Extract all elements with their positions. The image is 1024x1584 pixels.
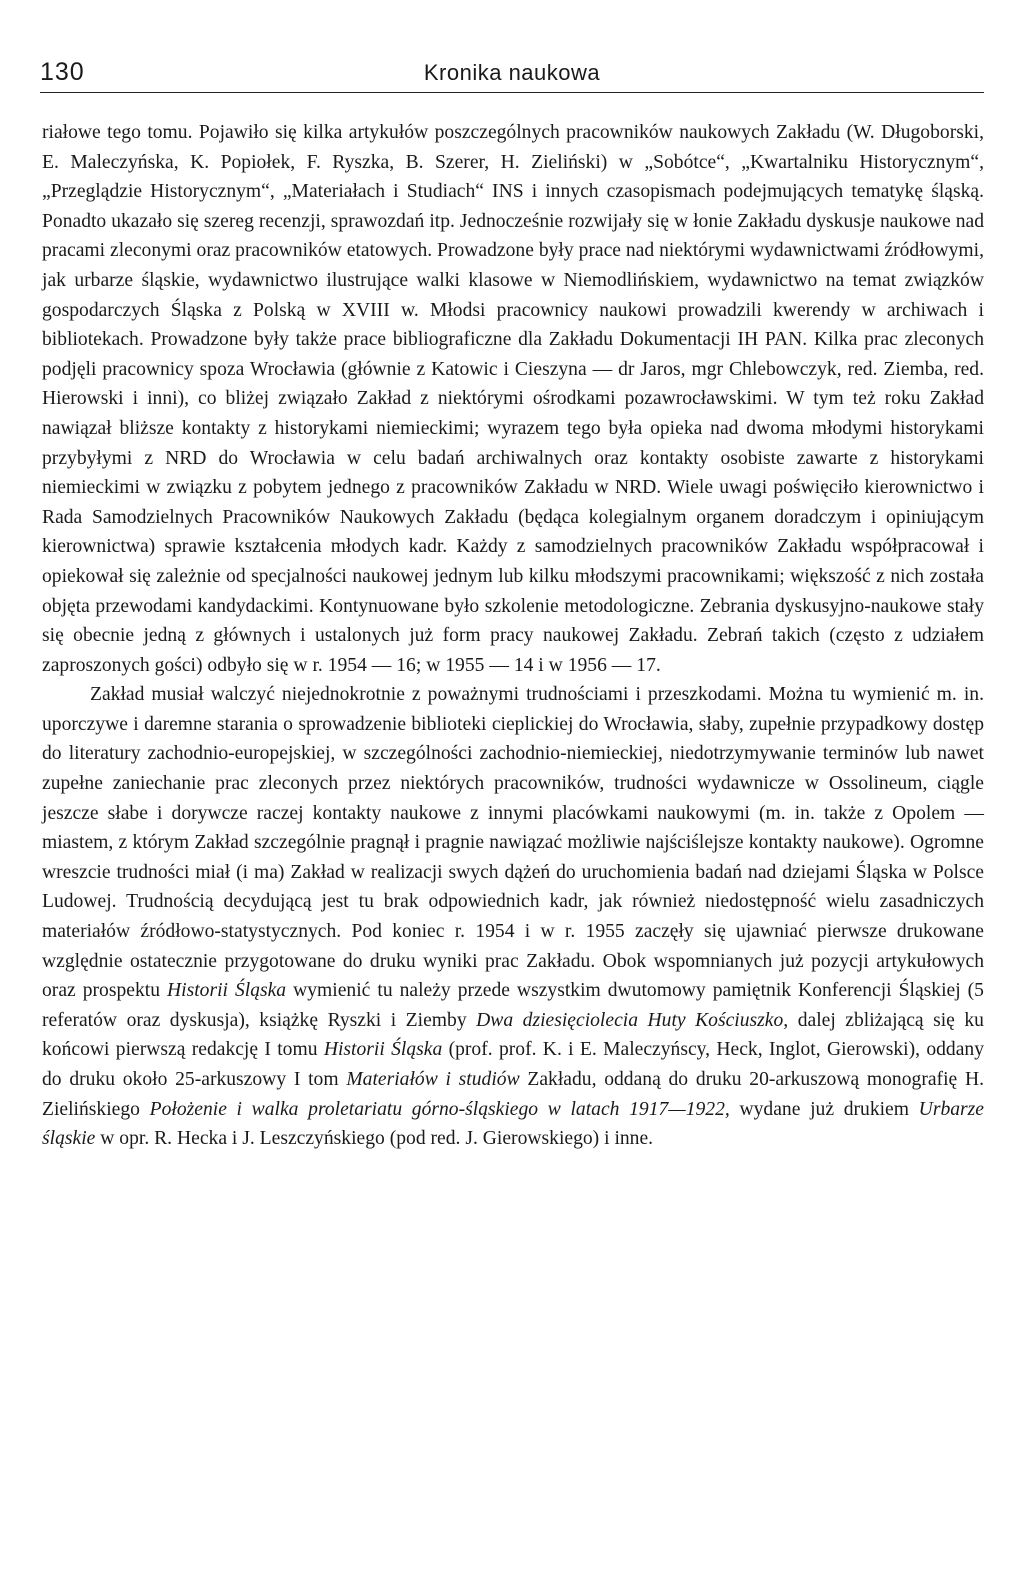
paragraph-2-text: Zakładu, oddaną do druku 20-arkuszową monografię H. Zielińskiego — [42, 1069, 984, 1120]
paragraph-1: riałowe tego tomu. Pojawiło się kilka artykułów poszczególnych pracowników naukowych Zakładu (W. Długoborski, E. Maleczyńska, K. Popiołek, F. Ryszka, B. Szerer, H. Zieliński) w „Sobótce“, „Kwartalniku Historycznym“, „Przeglądzie Historycznym“, „Materiałach i Studiach“ INS i innych czasopismach podejmujących tematykę śląską. Ponadto ukazało się szereg recenzji, sprawozdań itp. Jednocześnie rozwijały się w łonie Zakładu dyskusje naukowe nad pracami zleconymi oraz pracowników etatowych. Prowadzone były prace nad niektórymi wydawnictwami źródłowymi, jak urbarze śląskie, wydawnictwo ilustrujące walki klasowe w Niemodlińskiem, wydawnictwo na temat związków gospodarczych Śląska z Polską w XVIII w. Młodsi pracownicy naukowi prowadzili kwerendy w archiwach i bibliotekach. Prowadzone były także prace bibliograficzne dla Zakładu Dokumentacji IH PAN. Kilka prac zleconych podjęli pracownicy spoza Wrocławia (głównie z Katowic i Cieszyna — dr Jaros, mgr Chlebowczyk, red. Ziemba, red. Hierowski i inni), co bliżej związało Zakład z niektórymi ośrodkami pozawrocławskimi. W tym też roku Zakład nawiązał bliższe kontakty z historykami niemieckimi; wyrazem tego była opieka nad dwoma młodymi historykami przybyłymi z NRD do Wrocławia w celu badań archiwalnych oraz kontakty osobiste zawarte z historykami niemieckimi w związku z pobytem jednego z pracowników Zakładu w NRD. Wiele uwagi poświęciło kierownictwo i Rada Samodzielnych Pracowników Naukowych Zakładu (będąca kolegialnym organem doradczym i opiniującym kierownictwa) sprawie kształcenia młodych kadr. Każdy z samodzielnych pracowników Zakładu współpracował i opiekował się zależnie od specjalności naukowej jednym lub kilku młodszymi pracownikami; większość z nich została objęta przewodami kandydackimi. Kontynuowane było szkolenie metodologiczne. Zebrania dyskusyjno-naukowe stały się obecnie jedną z głównych i ustalonych już form pracy naukowej Zakładu. Zebrań takich (często z udziałem zaproszonych gości) odbyło się w r. 1954 — 16; w 1955 — 14 i w 1956 — 17. — [42, 122, 984, 676]
paragraph-2-text: dalej zbliżającą się ku końcowi pierwszą redakcję I tomu — [42, 1009, 984, 1061]
book-title-dwa-dziesieciolecia: Dwa dziesięciolecia Huty Kościuszko, — [476, 1009, 789, 1031]
book-title-urbarze-slaskie: Urbarze śląskie — [42, 1098, 984, 1150]
page-number: 130 — [40, 58, 85, 86]
book-title-historii-slaska: Historii Śląska — [323, 1039, 443, 1061]
book-title-historii-slaska: Historii Śląska — [166, 980, 287, 1002]
book-title-materialow-i-studiow: Materiałów i studiów — [346, 1069, 520, 1090]
paragraph-2-text: (prof. prof. K. i E. Maleczyńscy, Heck, Inglot, Gierowski), oddany do druku około 25-arkuszowy I tom — [42, 1039, 984, 1090]
paragraph-2-text: wydane już drukiem — [739, 1098, 909, 1120]
paragraph-2-text: w opr. R. Hecka i J. Leszczyńskiego (pod red. J. Gierowskiego) i inne. — [100, 1128, 654, 1150]
paragraph-2-text: wymienić tu należy przede wszystkim dwutomowy pamiętnik Konferencji Śląskiej (5 referatów oraz dyskusja), książkę Ryszki i Ziemby — [42, 980, 984, 1031]
header-rule — [40, 92, 984, 93]
book-title-polozenie-i-walka: Położenie i walka proletariatu górno-śląskiego w latach 1917—1922, — [149, 1098, 730, 1120]
paragraph-2 — [42, 680, 984, 1154]
body-text — [42, 118, 984, 1154]
paragraph-2-text: Zakład musiał walczyć niejednokrotnie z poważnymi trudnościami i przeszkodami. Można tu wymienić m. in. uporczywe i daremne starania o sprowadzenie biblioteki cieplickiej do Wrocławia, słaby, zupełnie przypadkowy dostęp do literatury zachodnio-europejskiej, w szczególności zachodnio-niemieckiej, niedotrzymywanie terminów lub nawet zupełne zaniechanie prac zleconych przez niektórych pracowników, trudności wydawnicze w Ossolineum, ciągle jeszcze słabe i dorywcze raczej kontakty naukowe z innymi placówkami naukowymi (m. in. także z Opolem — miastem, z którym Zakład szczególnie pragnął i pragnie nawiązać możliwie najściślejsze kontakty naukowe). Ogromne wreszcie trudności miał (i ma) Zakład w realizacji swych dążeń do uruchomienia badań nad dziejami Śląska w Polsce Ludowej. Trudnością decydującą jest tu brak odpowiednich kadr, jak również niedostępność wielu zasadniczych materiałów źródłowo-statystycznych. Pod koniec r. 1954 i w r. 1955 zaczęły się ujawniać pierwsze drukowane względnie ostatecznie przygotowane do druku wyniki prac Zakładu. Obok wspomnianych już pozycji artykułowych oraz prospektu — [42, 684, 984, 1002]
page-header — [40, 58, 984, 92]
running-title: Kronika naukowa — [423, 60, 601, 85]
